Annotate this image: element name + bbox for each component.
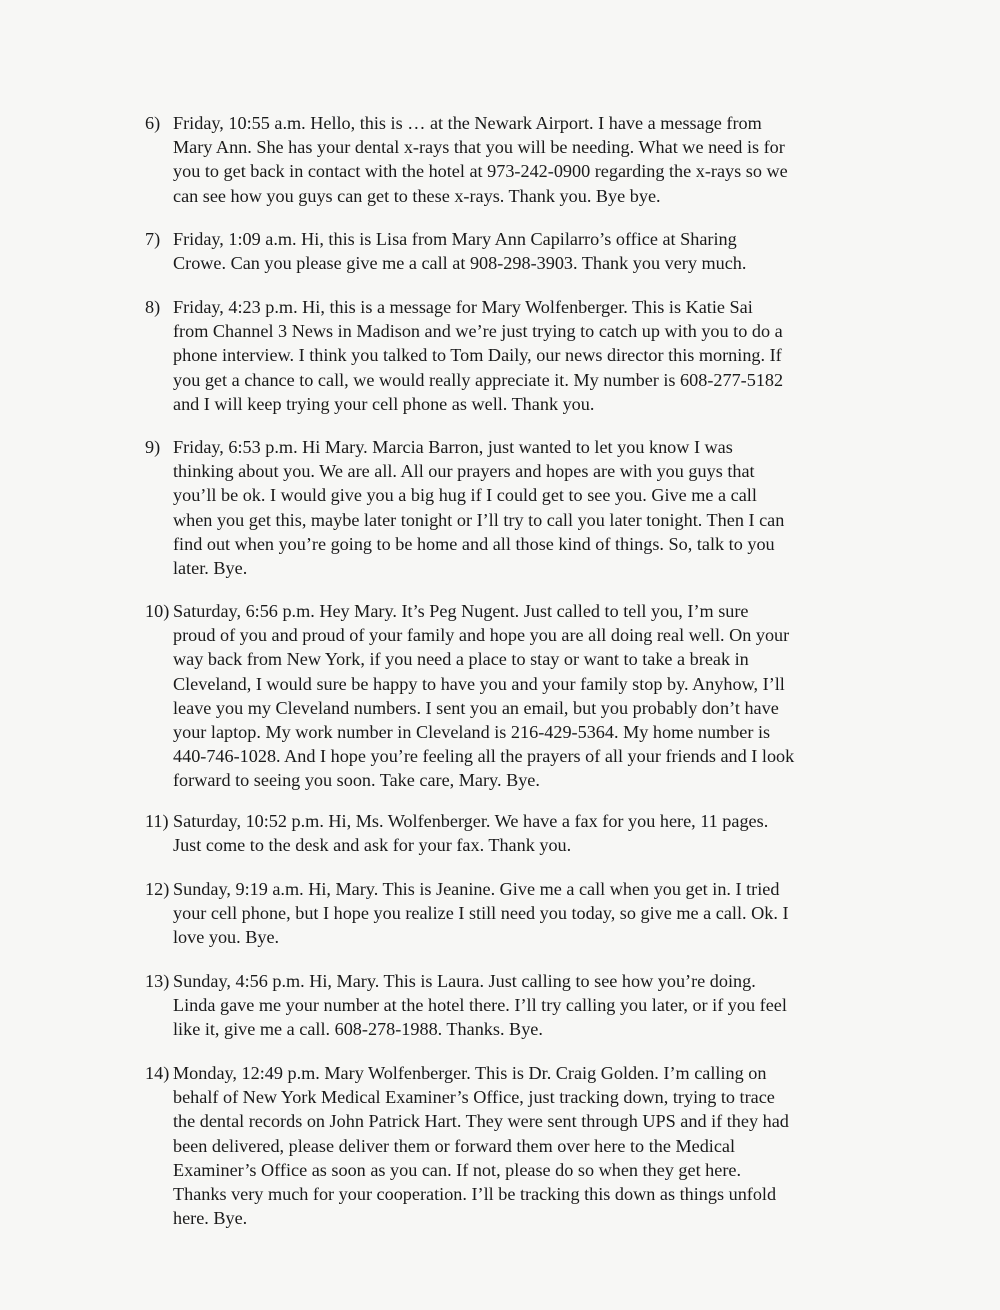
message-line: love you. Bye. [173,927,280,948]
message-item-8 [145,295,875,416]
message-text: Saturday, 6:56 p.m. Hey Mary. It’s Peg Nugent. Just called to tell you, I’m sure [173,601,749,621]
message-line: here. Bye. [173,1208,248,1229]
message-text: Friday, 10:55 a.m. Hello, this is … at the Newark Airport. I have a message from [173,113,762,133]
message-line: forward to seeing you soon. Take care, Mary. Bye. [173,770,540,791]
message-line: Thanks very much for your cooperation. I’ll be tracking this down as things unfold [173,1184,777,1205]
message-item-12 [145,877,875,950]
message-item-11 [145,809,875,857]
message-item-6 [145,111,875,208]
message-line: later. Bye. [173,558,248,579]
message-item-7 [145,227,875,275]
message-line: 440-746-1028. And I hope you’re feeling all the prayers of all your friends and I look [173,746,795,767]
message-text: Saturday, 10:52 p.m. Hi, Ms. Wolfenberger. We have a fax for you here, 11 pages. [173,811,769,831]
message-line: leave you my Cleveland numbers. I sent you an email, but you probably don’t have [173,697,779,718]
message-line: find out when you’re going to be home and all those kind of things. So, talk to you [173,533,775,554]
message-line: Crowe. Can you please give me a call at 908-298-3903. Thank you very much. [173,253,747,274]
message-line: Just come to the desk and ask for your fax. Thank you. [173,835,572,856]
message-number: 11) [145,811,169,831]
message-line: you to get back in contact with the hotel at 973-242-0900 regarding the x-rays so we [173,161,788,182]
message-number: 6) [145,113,161,133]
message-line: Cleveland, I would sure be happy to have you and your family stop by. Anyhow, I’ll [173,673,785,694]
message-number: 10) [145,601,170,621]
message-number: 12) [145,879,170,899]
message-text: Friday, 1:09 a.m. Hi, this is Lisa from Mary Ann Capilarro’s office at Sharing [173,229,737,249]
message-line: and I will keep trying your cell phone as well. Thank you. [173,393,595,414]
message-line: like it, give me a call. 608-278-1988. Thanks. Bye. [173,1019,543,1040]
message-line: Mary Ann. She has your dental x-rays that you will be needing. What we need is for [173,137,785,158]
message-line [145,809,875,833]
message-line: proud of you and proud of your family and hope you are all doing real well. On your [173,625,790,646]
message-line [145,227,875,251]
message-number: 9) [145,437,161,457]
message-line: your cell phone, but I hope you realize I still need you today, so give me a call. Ok. I [173,903,789,924]
message-number: 13) [145,971,170,991]
message-line: Linda gave me your number at the hotel there. I’ll try calling you later, or if you feel [173,995,787,1016]
message-line: the dental records on John Patrick Hart. They were sent through UPS and if they had [173,1111,789,1132]
message-line: phone interview. I think you talked to Tom Daily, our news director this morning. If [173,345,782,366]
message-number: 7) [145,229,161,249]
message-item-13 [145,969,875,1042]
message-line [145,877,875,901]
message-line: you’ll be ok. I would give you a big hug if I could get to see you. Give me a call [173,485,757,506]
message-text: Sunday, 4:56 p.m. Hi, Mary. This is Laura. Just calling to see how you’re doing. [173,971,756,991]
message-line: behalf of New York Medical Examiner’s Office, just tracking down, trying to trace [173,1087,775,1108]
message-line [145,435,875,459]
message-line: way back from New York, if you need a place to stay or want to take a break in [173,649,749,670]
message-text: Monday, 12:49 p.m. Mary Wolfenberger. This is Dr. Craig Golden. I’m calling on [173,1063,767,1083]
message-number: 14) [145,1063,170,1083]
message-line: from Channel 3 News in Madison and we’re just trying to catch up with you to do a [173,321,783,342]
message-line: when you get this, maybe later tonight or I’ll try to call you later tonight. Then I can [173,509,785,530]
message-text: Friday, 6:53 p.m. Hi Mary. Marcia Barron, just wanted to let you know I was [173,437,733,457]
message-line: been delivered, please deliver them or forward them over here to the Medical [173,1135,736,1156]
message-line: thinking about you. We are all. All our prayers and hopes are with you guys that [173,461,755,482]
message-item-14 [145,1061,875,1230]
message-text: Friday, 4:23 p.m. Hi, this is a message for Mary Wolfenberger. This is Katie Sai [173,297,753,317]
message-line [145,599,875,623]
message-line [145,969,875,993]
message-line: can see how you guys can get to these x-rays. Thank you. Bye bye. [173,185,661,206]
message-item-10 [145,599,875,793]
message-line: you get a chance to call, we would really appreciate it. My number is 608-277-5182 [173,369,784,390]
message-line [145,295,875,319]
message-line [145,1061,875,1085]
message-line: your laptop. My work number in Cleveland is 216-429-5364. My home number is [173,722,771,743]
message-line [145,111,875,135]
message-line: Examiner’s Office as soon as you can. If not, please do so when they get here. [173,1159,742,1180]
message-text: Sunday, 9:19 a.m. Hi, Mary. This is Jeanine. Give me a call when you get in. I tried [173,879,780,899]
message-item-9 [145,435,875,580]
message-number: 8) [145,297,161,317]
